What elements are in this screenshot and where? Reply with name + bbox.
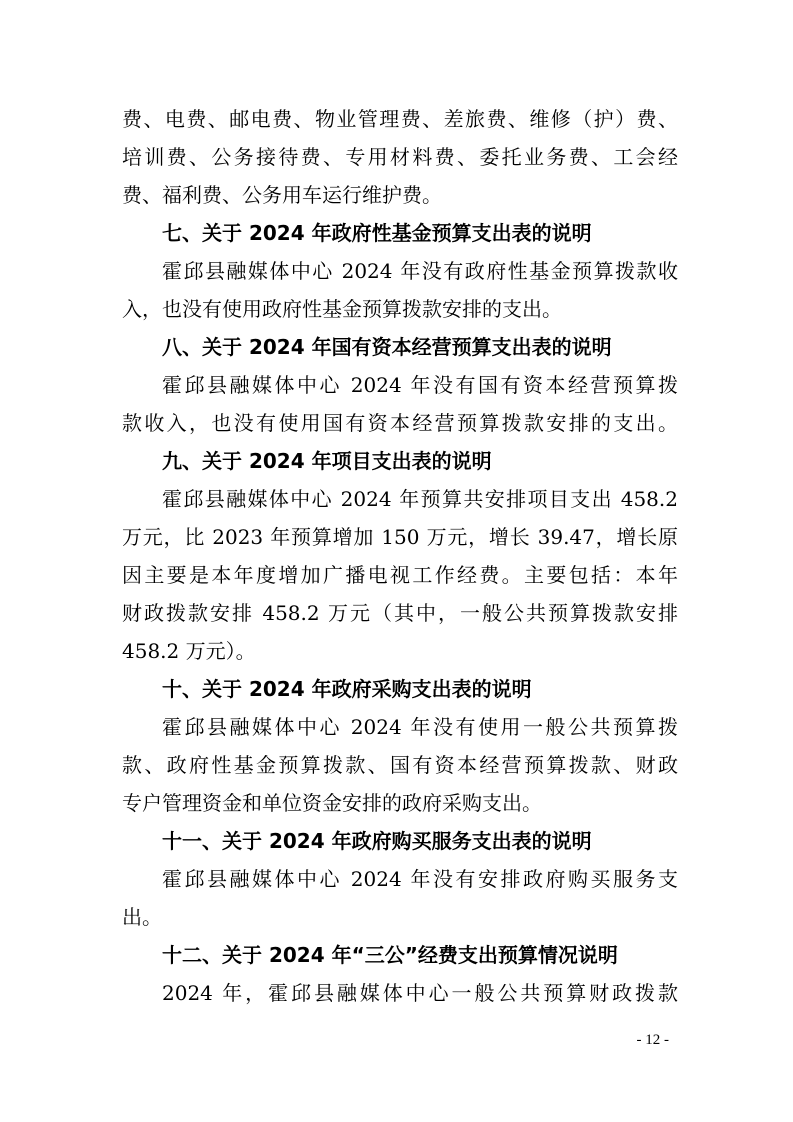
page-number: - 12 - (636, 1032, 669, 1048)
section-heading-12: 十二、关于 2024 年“三公”经费支出预算情况说明 (162, 943, 618, 967)
body-line: 款、政府性基金预算拨款、国有资本经营预算拨款、财政 (122, 753, 678, 777)
section-heading-10: 十、关于 2024 年政府采购支出表的说明 (162, 677, 532, 701)
section-heading-11: 十一、关于 2024 年政府购买服务支出表的说明 (162, 829, 592, 853)
section-heading-7: 七、关于 2024 年政府性基金预算支出表的说明 (162, 221, 592, 245)
body-line: 入，也没有使用政府性基金预算拨款安排的支出。 (122, 297, 562, 321)
body-line: 财政拨款安排 458.2 万元（其中，一般公共预算拨款安排 (122, 601, 678, 625)
body-line: 培训费、公务接待费、专用材料费、委托业务费、工会经 (122, 145, 678, 169)
body-line: 霍邱县融媒体中心 2024 年没有使用一般公共预算拨 (162, 715, 678, 739)
body-line: 费、福利费、公务用车运行维护费。 (122, 183, 442, 207)
body-line: 万元，比 2023 年预算增加 150 万元，增长 39.47，增长原 (122, 525, 678, 549)
body-line: 款收入，也没有使用国有资本经营预算拨款安排的支出。 (122, 411, 678, 435)
body-line: 霍邱县融媒体中心 2024 年没有安排政府购买服务支 (162, 867, 678, 891)
body-line: 费、电费、邮电费、物业管理费、差旅费、维修（护）费、 (122, 107, 678, 131)
section-heading-9: 九、关于 2024 年项目支出表的说明 (162, 449, 492, 473)
body-line: 霍邱县融媒体中心 2024 年没有国有资本经营预算拨 (162, 373, 678, 397)
body-line: 霍邱县融媒体中心 2024 年预算共安排项目支出 458.2 (162, 487, 678, 511)
body-line: 458.2 万元）。 (122, 639, 256, 663)
body-line: 2024 年，霍邱县融媒体中心一般公共预算财政拨款 (162, 981, 678, 1005)
body-line: 因主要是本年度增加广播电视工作经费。主要包括：本年 (122, 563, 678, 587)
section-heading-8: 八、关于 2024 年国有资本经营预算支出表的说明 (162, 335, 612, 359)
body-line: 霍邱县融媒体中心 2024 年没有政府性基金预算拨款收 (162, 259, 678, 283)
body-line: 出。 (122, 905, 162, 929)
body-line: 专户管理资金和单位资金安排的政府采购支出。 (122, 791, 542, 815)
